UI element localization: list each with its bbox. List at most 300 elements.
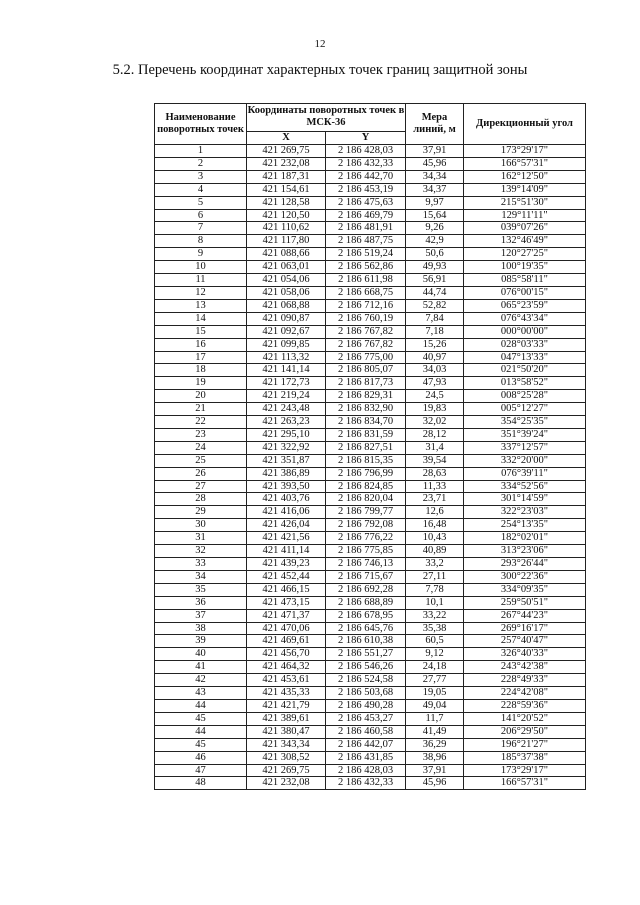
- cell-point-name: 28: [155, 493, 247, 506]
- cell-bearing: 005°12'27": [464, 403, 586, 416]
- cell-line-length: 56,91: [406, 274, 464, 287]
- cell-line-length: 49,04: [406, 699, 464, 712]
- cell-bearing: 354°25'35": [464, 416, 586, 429]
- cell-x: 421 088,66: [247, 248, 326, 261]
- cell-line-length: 42,9: [406, 235, 464, 248]
- table-row: [155, 532, 586, 545]
- table-row: [155, 480, 586, 493]
- table-row: [155, 377, 586, 390]
- header-point-name: Наименование поворотных точек: [155, 104, 247, 145]
- cell-x: 421 453,61: [247, 674, 326, 687]
- cell-y: 2 186 428,03: [326, 145, 406, 158]
- cell-y: 2 186 692,28: [326, 583, 406, 596]
- cell-line-length: 10,43: [406, 532, 464, 545]
- cell-point-name: 11: [155, 274, 247, 287]
- cell-line-length: 10,1: [406, 596, 464, 609]
- cell-point-name: 38: [155, 622, 247, 635]
- cell-point-name: 43: [155, 687, 247, 700]
- table-row: [155, 764, 586, 777]
- table-row: [155, 570, 586, 583]
- cell-point-name: 27: [155, 480, 247, 493]
- cell-point-name: 44: [155, 699, 247, 712]
- cell-point-name: 19: [155, 377, 247, 390]
- table-row: [155, 183, 586, 196]
- table-row: [155, 428, 586, 441]
- table-row: [155, 712, 586, 725]
- cell-bearing: 334°52'56": [464, 480, 586, 493]
- cell-line-length: 39,54: [406, 454, 464, 467]
- cell-y: 2 186 688,89: [326, 596, 406, 609]
- cell-line-length: 36,29: [406, 738, 464, 751]
- cell-bearing: 039°07'26": [464, 222, 586, 235]
- cell-bearing: 313°23'06": [464, 545, 586, 558]
- cell-x: 421 187,31: [247, 170, 326, 183]
- cell-point-name: 17: [155, 351, 247, 364]
- cell-bearing: 100°19'35": [464, 261, 586, 274]
- cell-y: 2 186 678,95: [326, 609, 406, 622]
- cell-line-length: 35,38: [406, 622, 464, 635]
- table-row: [155, 699, 586, 712]
- cell-x: 421 068,88: [247, 299, 326, 312]
- cell-x: 421 054,06: [247, 274, 326, 287]
- section-heading: 5.2. Перечень координат характерных точек границ защитной зоны: [112, 62, 528, 78]
- cell-line-length: 24,18: [406, 661, 464, 674]
- cell-bearing: 000°00'00": [464, 325, 586, 338]
- cell-bearing: 301°14'59": [464, 493, 586, 506]
- table-row: [155, 196, 586, 209]
- cell-point-name: 40: [155, 648, 247, 661]
- cell-y: 2 186 817,73: [326, 377, 406, 390]
- cell-y: 2 186 460,58: [326, 725, 406, 738]
- cell-x: 421 386,89: [247, 467, 326, 480]
- table-row: [155, 545, 586, 558]
- cell-x: 421 219,24: [247, 390, 326, 403]
- cell-line-length: 32,02: [406, 416, 464, 429]
- cell-x: 421 421,56: [247, 532, 326, 545]
- cell-line-length: 19,05: [406, 687, 464, 700]
- cell-x: 421 113,32: [247, 351, 326, 364]
- cell-bearing: 322°23'03": [464, 506, 586, 519]
- cell-x: 421 269,75: [247, 145, 326, 158]
- cell-y: 2 186 524,58: [326, 674, 406, 687]
- cell-x: 421 343,34: [247, 738, 326, 751]
- cell-point-name: 34: [155, 570, 247, 583]
- cell-point-name: 42: [155, 674, 247, 687]
- table-row: [155, 248, 586, 261]
- cell-x: 421 470,06: [247, 622, 326, 635]
- cell-point-name: 14: [155, 312, 247, 325]
- cell-line-length: 12,6: [406, 506, 464, 519]
- cell-line-length: 15,64: [406, 209, 464, 222]
- table-row: [155, 648, 586, 661]
- table-row: [155, 274, 586, 287]
- cell-point-name: 7: [155, 222, 247, 235]
- cell-x: 421 092,67: [247, 325, 326, 338]
- cell-line-length: 37,91: [406, 145, 464, 158]
- cell-y: 2 186 551,27: [326, 648, 406, 661]
- cell-y: 2 186 428,03: [326, 764, 406, 777]
- header-coordinates: Координаты поворотных точек в МСК-36: [247, 104, 406, 132]
- cell-y: 2 186 767,82: [326, 325, 406, 338]
- cell-line-length: 47,93: [406, 377, 464, 390]
- cell-x: 421 416,06: [247, 506, 326, 519]
- table-row: [155, 467, 586, 480]
- cell-line-length: 50,6: [406, 248, 464, 261]
- cell-point-name: 30: [155, 519, 247, 532]
- cell-bearing: 243°42'38": [464, 661, 586, 674]
- cell-point-name: 15: [155, 325, 247, 338]
- table-body: [155, 145, 586, 790]
- cell-y: 2 186 792,08: [326, 519, 406, 532]
- table-row: [155, 725, 586, 738]
- table-row: [155, 312, 586, 325]
- cell-point-name: 12: [155, 286, 247, 299]
- table-row: [155, 235, 586, 248]
- cell-y: 2 186 805,07: [326, 364, 406, 377]
- cell-line-length: 41,49: [406, 725, 464, 738]
- cell-x: 421 393,50: [247, 480, 326, 493]
- cell-point-name: 10: [155, 261, 247, 274]
- cell-y: 2 186 799,77: [326, 506, 406, 519]
- cell-line-length: 28,63: [406, 467, 464, 480]
- cell-y: 2 186 645,76: [326, 622, 406, 635]
- table-row: [155, 493, 586, 506]
- cell-x: 421 099,85: [247, 338, 326, 351]
- cell-bearing: 173°29'17": [464, 145, 586, 158]
- cell-bearing: 228°49'33": [464, 674, 586, 687]
- cell-point-name: 45: [155, 738, 247, 751]
- table-row: [155, 519, 586, 532]
- cell-x: 421 426,04: [247, 519, 326, 532]
- cell-bearing: 196°21'27": [464, 738, 586, 751]
- cell-x: 421 471,37: [247, 609, 326, 622]
- cell-bearing: 337°12'57": [464, 441, 586, 454]
- cell-x: 421 466,15: [247, 583, 326, 596]
- cell-y: 2 186 796,99: [326, 467, 406, 480]
- cell-point-name: 32: [155, 545, 247, 558]
- cell-point-name: 44: [155, 725, 247, 738]
- cell-point-name: 6: [155, 209, 247, 222]
- table-row: [155, 622, 586, 635]
- cell-point-name: 24: [155, 441, 247, 454]
- cell-y: 2 186 562,86: [326, 261, 406, 274]
- cell-line-length: 37,91: [406, 764, 464, 777]
- table-row: [155, 390, 586, 403]
- cell-point-name: 35: [155, 583, 247, 596]
- cell-line-length: 9,97: [406, 196, 464, 209]
- cell-bearing: 259°50'51": [464, 596, 586, 609]
- cell-bearing: 076°00'15": [464, 286, 586, 299]
- cell-point-name: 16: [155, 338, 247, 351]
- cell-bearing: 120°27'25": [464, 248, 586, 261]
- cell-y: 2 186 432,33: [326, 157, 406, 170]
- cell-bearing: 013°58'52": [464, 377, 586, 390]
- cell-x: 421 269,75: [247, 764, 326, 777]
- cell-line-length: 9,12: [406, 648, 464, 661]
- table-row: [155, 506, 586, 519]
- table-row: [155, 299, 586, 312]
- cell-line-length: 52,82: [406, 299, 464, 312]
- cell-x: 421 128,58: [247, 196, 326, 209]
- cell-y: 2 186 469,79: [326, 209, 406, 222]
- table-row: [155, 416, 586, 429]
- cell-bearing: 132°46'49": [464, 235, 586, 248]
- table-row: [155, 145, 586, 158]
- cell-line-length: 28,12: [406, 428, 464, 441]
- cell-x: 421 452,44: [247, 570, 326, 583]
- cell-line-length: 33,22: [406, 609, 464, 622]
- cell-y: 2 186 815,35: [326, 454, 406, 467]
- cell-point-name: 20: [155, 390, 247, 403]
- cell-y: 2 186 832,90: [326, 403, 406, 416]
- table-row: [155, 170, 586, 183]
- cell-x: 421 308,52: [247, 751, 326, 764]
- cell-x: 421 469,61: [247, 635, 326, 648]
- cell-point-name: 26: [155, 467, 247, 480]
- cell-bearing: 166°57'31": [464, 157, 586, 170]
- table-row: [155, 325, 586, 338]
- cell-bearing: 332°20'00": [464, 454, 586, 467]
- table-row: [155, 596, 586, 609]
- cell-bearing: 257°40'47": [464, 635, 586, 648]
- table-row: [155, 364, 586, 377]
- cell-x: 421 117,80: [247, 235, 326, 248]
- table-row: [155, 635, 586, 648]
- cell-bearing: 206°29'50": [464, 725, 586, 738]
- cell-x: 421 403,76: [247, 493, 326, 506]
- cell-line-length: 40,89: [406, 545, 464, 558]
- cell-y: 2 186 775,85: [326, 545, 406, 558]
- cell-x: 421 110,62: [247, 222, 326, 235]
- cell-line-length: 34,03: [406, 364, 464, 377]
- cell-bearing: 162°12'50": [464, 170, 586, 183]
- cell-line-length: 11,7: [406, 712, 464, 725]
- cell-point-name: 4: [155, 183, 247, 196]
- cell-x: 421 063,01: [247, 261, 326, 274]
- cell-line-length: 33,2: [406, 558, 464, 571]
- cell-y: 2 186 668,75: [326, 286, 406, 299]
- cell-x: 421 263,23: [247, 416, 326, 429]
- header-line-length: Мера линий, м: [406, 104, 464, 145]
- cell-line-length: 38,96: [406, 751, 464, 764]
- cell-line-length: 27,11: [406, 570, 464, 583]
- cell-x: 421 295,10: [247, 428, 326, 441]
- cell-line-length: 40,97: [406, 351, 464, 364]
- cell-point-name: 48: [155, 777, 247, 790]
- cell-line-length: 34,34: [406, 170, 464, 183]
- cell-y: 2 186 442,70: [326, 170, 406, 183]
- cell-bearing: 047°13'33": [464, 351, 586, 364]
- cell-x: 421 439,23: [247, 558, 326, 571]
- coordinates-table: [154, 103, 586, 790]
- cell-y: 2 186 827,51: [326, 441, 406, 454]
- header-y: Y: [326, 131, 406, 144]
- cell-x: 421 389,61: [247, 712, 326, 725]
- cell-x: 421 058,06: [247, 286, 326, 299]
- cell-point-name: 9: [155, 248, 247, 261]
- cell-point-name: 13: [155, 299, 247, 312]
- cell-x: 421 120,50: [247, 209, 326, 222]
- cell-y: 2 186 834,70: [326, 416, 406, 429]
- cell-line-length: 31,4: [406, 441, 464, 454]
- cell-bearing: 326°40'33": [464, 648, 586, 661]
- cell-line-length: 34,37: [406, 183, 464, 196]
- cell-y: 2 186 432,33: [326, 777, 406, 790]
- cell-y: 2 186 820,04: [326, 493, 406, 506]
- cell-bearing: 224°42'08": [464, 687, 586, 700]
- cell-line-length: 49,93: [406, 261, 464, 274]
- cell-bearing: 076°43'34": [464, 312, 586, 325]
- cell-line-length: 7,18: [406, 325, 464, 338]
- cell-x: 421 154,61: [247, 183, 326, 196]
- cell-y: 2 186 453,27: [326, 712, 406, 725]
- cell-y: 2 186 503,68: [326, 687, 406, 700]
- cell-bearing: 021°50'20": [464, 364, 586, 377]
- table-header: [155, 104, 586, 145]
- cell-bearing: 065°23'59": [464, 299, 586, 312]
- table-row: [155, 222, 586, 235]
- cell-line-length: 45,96: [406, 157, 464, 170]
- cell-y: 2 186 481,91: [326, 222, 406, 235]
- cell-line-length: 7,84: [406, 312, 464, 325]
- cell-bearing: 182°02'01": [464, 532, 586, 545]
- cell-y: 2 186 760,19: [326, 312, 406, 325]
- cell-line-length: 44,74: [406, 286, 464, 299]
- cell-point-name: 5: [155, 196, 247, 209]
- cell-point-name: 18: [155, 364, 247, 377]
- cell-bearing: 254°13'35": [464, 519, 586, 532]
- cell-line-length: 27,77: [406, 674, 464, 687]
- cell-x: 421 473,15: [247, 596, 326, 609]
- table-row: [155, 454, 586, 467]
- table-row: [155, 261, 586, 274]
- cell-x: 421 243,48: [247, 403, 326, 416]
- cell-line-length: 60,5: [406, 635, 464, 648]
- cell-y: 2 186 487,75: [326, 235, 406, 248]
- cell-y: 2 186 519,24: [326, 248, 406, 261]
- cell-bearing: 129°11'11": [464, 209, 586, 222]
- cell-bearing: 085°58'11": [464, 274, 586, 287]
- cell-x: 421 380,47: [247, 725, 326, 738]
- table-row: [155, 209, 586, 222]
- cell-x: 421 232,08: [247, 777, 326, 790]
- cell-x: 421 232,08: [247, 157, 326, 170]
- cell-x: 421 464,32: [247, 661, 326, 674]
- cell-bearing: 185°37'38": [464, 751, 586, 764]
- cell-point-name: 31: [155, 532, 247, 545]
- table-row: [155, 338, 586, 351]
- cell-point-name: 47: [155, 764, 247, 777]
- cell-y: 2 186 490,28: [326, 699, 406, 712]
- table-row: [155, 609, 586, 622]
- cell-point-name: 22: [155, 416, 247, 429]
- cell-y: 2 186 546,26: [326, 661, 406, 674]
- cell-x: 421 090,87: [247, 312, 326, 325]
- cell-line-length: 23,71: [406, 493, 464, 506]
- cell-y: 2 186 776,22: [326, 532, 406, 545]
- cell-bearing: 293°26'44": [464, 558, 586, 571]
- cell-point-name: 23: [155, 428, 247, 441]
- cell-y: 2 186 475,63: [326, 196, 406, 209]
- cell-point-name: 2: [155, 157, 247, 170]
- cell-point-name: 46: [155, 751, 247, 764]
- page-number: 12: [314, 38, 326, 50]
- cell-bearing: 008°25'28": [464, 390, 586, 403]
- cell-point-name: 21: [155, 403, 247, 416]
- table-row: [155, 157, 586, 170]
- cell-y: 2 186 442,07: [326, 738, 406, 751]
- cell-bearing: 076°39'11": [464, 467, 586, 480]
- table-row: [155, 558, 586, 571]
- cell-x: 421 172,73: [247, 377, 326, 390]
- cell-y: 2 186 715,67: [326, 570, 406, 583]
- cell-bearing: 267°44'23": [464, 609, 586, 622]
- cell-bearing: 334°09'35": [464, 583, 586, 596]
- cell-bearing: 228°59'36": [464, 699, 586, 712]
- cell-line-length: 16,48: [406, 519, 464, 532]
- cell-y: 2 186 431,85: [326, 751, 406, 764]
- table-row: [155, 286, 586, 299]
- cell-bearing: 300°22'36": [464, 570, 586, 583]
- cell-line-length: 7,78: [406, 583, 464, 596]
- cell-y: 2 186 824,85: [326, 480, 406, 493]
- cell-bearing: 269°16'17": [464, 622, 586, 635]
- cell-y: 2 186 829,31: [326, 390, 406, 403]
- cell-bearing: 139°14'09": [464, 183, 586, 196]
- table-row: [155, 687, 586, 700]
- table-row: [155, 674, 586, 687]
- cell-point-name: 8: [155, 235, 247, 248]
- table-row: [155, 441, 586, 454]
- cell-bearing: 166°57'31": [464, 777, 586, 790]
- cell-line-length: 24,5: [406, 390, 464, 403]
- header-x: X: [247, 131, 326, 144]
- table-row: [155, 403, 586, 416]
- cell-y: 2 186 746,13: [326, 558, 406, 571]
- cell-bearing: 173°29'17": [464, 764, 586, 777]
- cell-point-name: 29: [155, 506, 247, 519]
- table-row: [155, 751, 586, 764]
- cell-y: 2 186 610,38: [326, 635, 406, 648]
- cell-x: 421 456,70: [247, 648, 326, 661]
- cell-bearing: 215°51'30": [464, 196, 586, 209]
- table-row: [155, 661, 586, 674]
- cell-point-name: 41: [155, 661, 247, 674]
- cell-y: 2 186 453,19: [326, 183, 406, 196]
- cell-bearing: 351°39'24": [464, 428, 586, 441]
- cell-point-name: 37: [155, 609, 247, 622]
- cell-x: 421 411,14: [247, 545, 326, 558]
- cell-y: 2 186 831,59: [326, 428, 406, 441]
- cell-point-name: 36: [155, 596, 247, 609]
- cell-bearing: 028°03'33": [464, 338, 586, 351]
- cell-point-name: 3: [155, 170, 247, 183]
- cell-y: 2 186 775,00: [326, 351, 406, 364]
- cell-point-name: 33: [155, 558, 247, 571]
- cell-y: 2 186 767,82: [326, 338, 406, 351]
- cell-x: 421 435,33: [247, 687, 326, 700]
- cell-y: 2 186 611,98: [326, 274, 406, 287]
- cell-bearing: 141°20'52": [464, 712, 586, 725]
- cell-x: 421 421,79: [247, 699, 326, 712]
- cell-line-length: 15,26: [406, 338, 464, 351]
- cell-point-name: 45: [155, 712, 247, 725]
- cell-line-length: 9,26: [406, 222, 464, 235]
- cell-point-name: 1: [155, 145, 247, 158]
- cell-line-length: 45,96: [406, 777, 464, 790]
- cell-line-length: 19,83: [406, 403, 464, 416]
- table-row: [155, 583, 586, 596]
